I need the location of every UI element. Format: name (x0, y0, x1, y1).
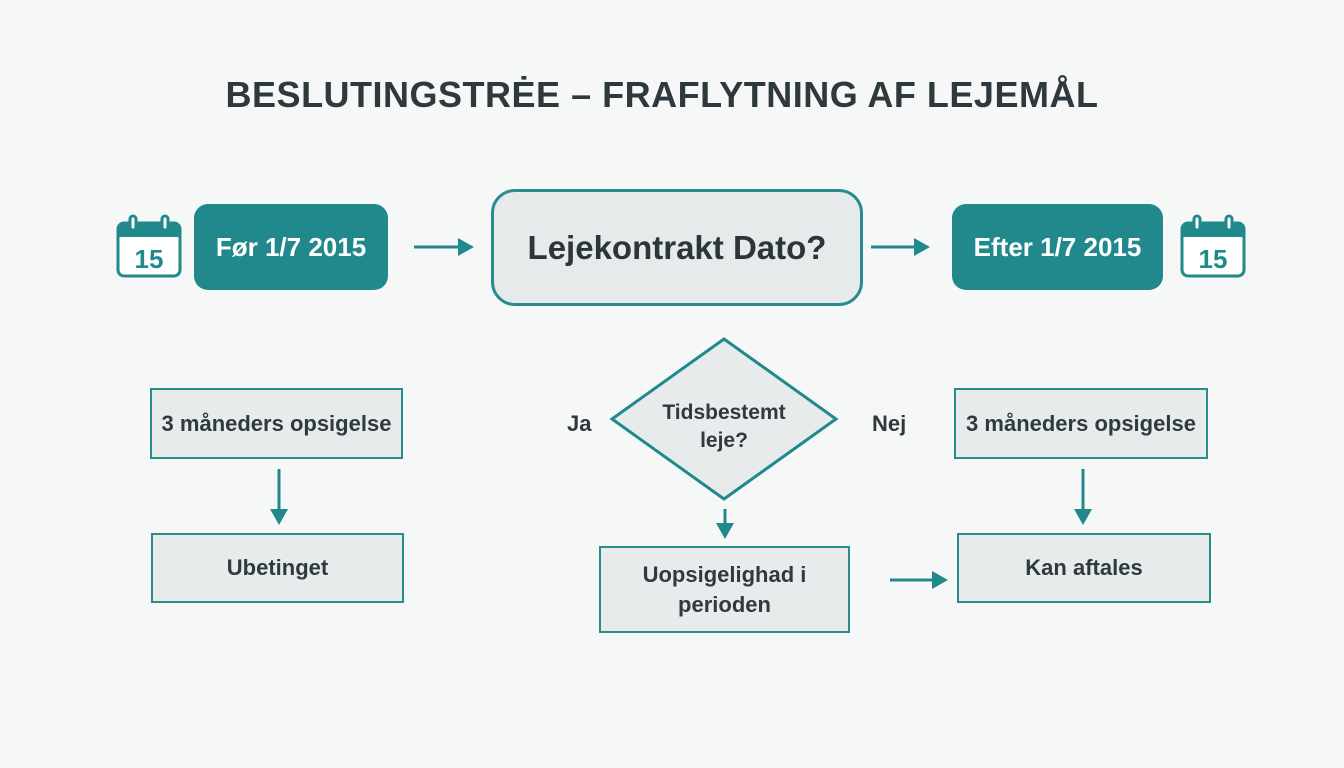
left-notice-box: 3 måneders opsigelse (150, 388, 403, 459)
yes-label: Ja (567, 411, 592, 436)
no-label: Nej (872, 411, 907, 436)
middle-result-line1: Uopsigelighad i (642, 561, 807, 587)
diamond-question-line1: Tidsbestemt (662, 401, 786, 424)
arrow-right-icon (871, 238, 930, 256)
middle-result-box (599, 546, 850, 633)
diagram-title: BESLUTINGSTRĖE – FRAFLYTNING AF LEJEMÅL (225, 74, 1099, 115)
right-result-box: Kan aftales (957, 533, 1211, 603)
after-date-pill: Efter 1/7 2015 (952, 204, 1163, 290)
middle-result-line2: perioden (678, 591, 771, 617)
contract-date-question: Lejekontrakt Dato? (491, 189, 863, 306)
arrow-right-icon (414, 238, 474, 256)
calendar-day-left: 15 (134, 244, 164, 274)
arrow-down-icon (716, 509, 734, 539)
before-date-pill: Før 1/7 2015 (194, 204, 388, 290)
calendar-day-right: 15 (1198, 244, 1228, 274)
arrow-down-icon (270, 469, 288, 525)
right-notice-box: 3 måneders opsigelse (954, 388, 1208, 459)
arrow-right-icon (890, 571, 948, 589)
diamond-question-line2: leje? (700, 429, 748, 452)
arrow-down-icon (1074, 469, 1092, 525)
left-result-box: Ubetinget (151, 533, 404, 603)
